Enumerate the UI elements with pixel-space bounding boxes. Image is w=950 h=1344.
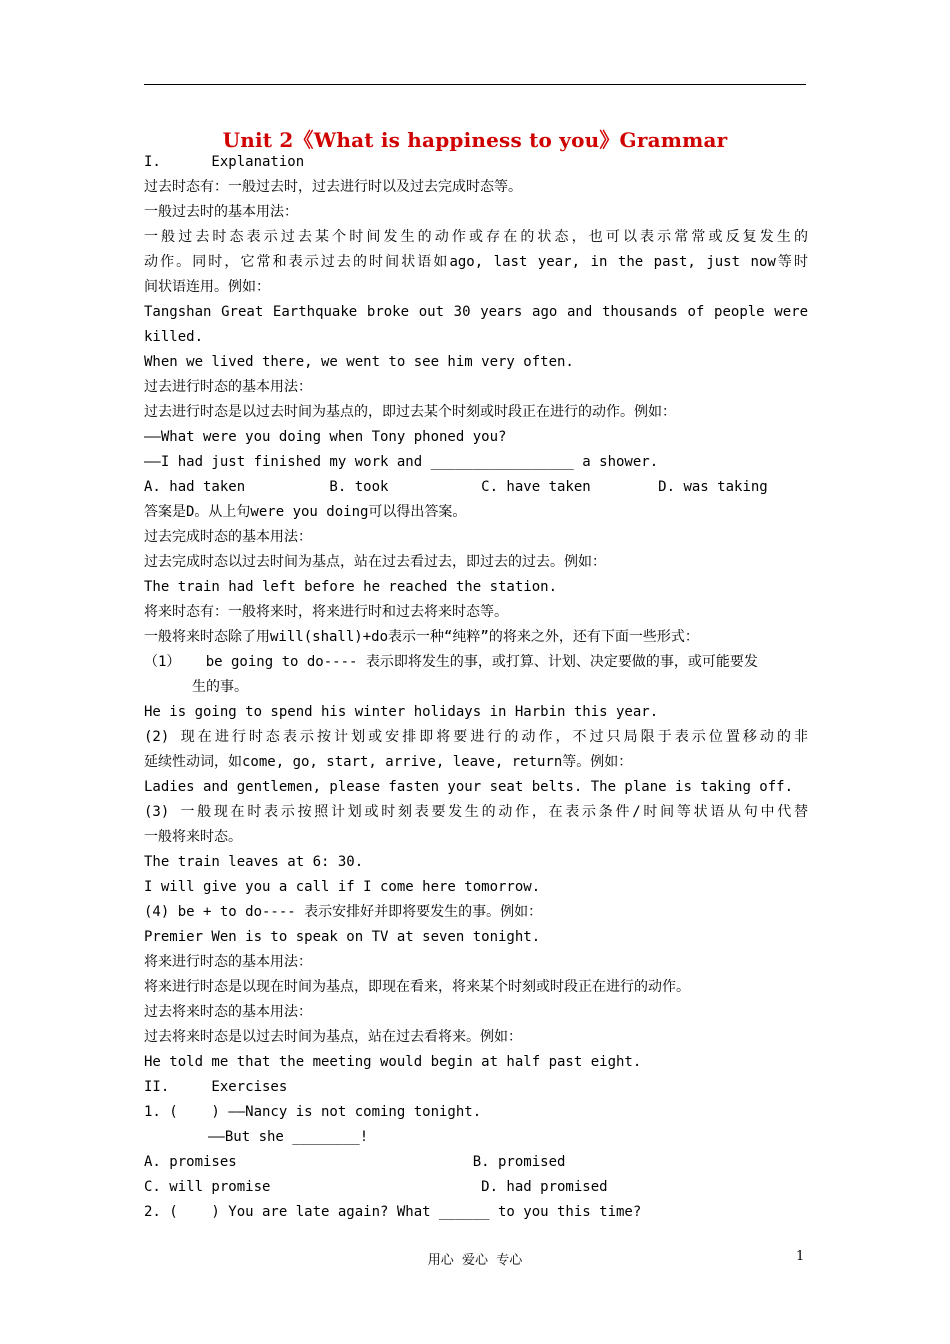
list-item-line: (3) 一般现在时表示按照计划或时刻表要发生的动作，在表示条件/时间等状语从句中代替 xyxy=(144,804,808,820)
example-line: Ladies and gentlemen, please fasten your seat belts. The plane is taking off. xyxy=(144,779,794,795)
page-number: 1 xyxy=(796,1249,805,1264)
section-heading-exercises: II. Exercises xyxy=(144,1079,288,1095)
subheading-line: 一般过去时的基本用法： xyxy=(144,204,298,220)
example-line: ——What were you doing when Tony phoned you? xyxy=(144,429,507,445)
exercise-options: C. will promise D. had promised xyxy=(144,1179,608,1195)
example-line: When we lived there, we went to see him very often. xyxy=(144,354,574,370)
paragraph-line: 一般将来时态除了用will(shall)+do表示一种“纯粹”的将来之外，还有下面一些形式： xyxy=(144,629,699,645)
example-line: Tangshan Great Earthquake broke out 30 years ago and thousands of people were xyxy=(144,304,808,320)
paragraph-line: 一般将来时态。 xyxy=(144,829,242,845)
example-line: The train had left before he reached the station. xyxy=(144,579,558,595)
document-title: Unit 2《What is happiness to you》Grammar xyxy=(222,128,728,152)
subheading-line: 过去将来时态的基本用法： xyxy=(144,1004,312,1020)
example-line: Premier Wen is to speak on TV at seven tonight. xyxy=(144,929,541,945)
paragraph-line: 答案是D。从上句were you doing可以得出答案。 xyxy=(144,504,467,520)
paragraph-line: 间状语连用。例如： xyxy=(144,279,270,295)
exercise-question: 2. ( ) You are late again? What ______ to you this time? xyxy=(144,1204,642,1220)
paragraph-line: 动作。同时，它常和表示过去的时间状语如ago, last year, in the past, just now等时 xyxy=(144,254,808,270)
subheading-line: 过去完成时态的基本用法： xyxy=(144,529,312,545)
list-item-line: (2) 现在进行时态表示按计划或安排即将要进行的动作，不过只局限于表示位置移动的非 xyxy=(144,729,808,745)
paragraph-line: 过去完成时态以过去时间为基点，站在过去看过去，即过去的过去。例如： xyxy=(144,554,606,570)
paragraph-line: 一般过去时态表示过去某个时间发生的动作或存在的状态，也可以表示常常或反复发生的 xyxy=(144,229,808,245)
list-item-line: （1） be going to do---- 表示即将发生的事，或打算、计划、决定要做的事，或可能要发 xyxy=(144,654,758,670)
paragraph-line: 过去将来时态是以过去时间为基点，站在过去看将来。例如： xyxy=(144,1029,522,1045)
paragraph-line: 延续性动词，如come, go, start, arrive, leave, return等。例如： xyxy=(144,754,633,770)
example-line: He is going to spend his winter holidays in Harbin this year. xyxy=(144,704,659,720)
example-line: killed. xyxy=(144,329,204,345)
example-line: He told me that the meeting would begin at half past eight. xyxy=(144,1054,642,1070)
footer-motto: 用心 爱心 专心 xyxy=(427,1253,523,1268)
answer-options: A. had taken B. took C. have taken D. was taking xyxy=(144,479,768,495)
paragraph-line: 过去进行时态是以过去时间为基点的，即过去某个时刻或时段正在进行的动作。例如： xyxy=(144,404,676,420)
example-line: ——I had just finished my work and _________________ a shower. xyxy=(144,454,659,470)
header-rule xyxy=(144,84,806,85)
paragraph-line: 将来时态有：一般将来时，将来进行时和过去将来时态等。 xyxy=(144,604,508,620)
subheading-line: 过去进行时态的基本用法： xyxy=(144,379,312,395)
list-item-continuation: 生的事。 xyxy=(192,679,248,695)
exercise-question-continuation: ——But she ________! xyxy=(208,1129,369,1145)
paragraph-line: 过去时态有：一般过去时，过去进行时以及过去完成时态等。 xyxy=(144,179,522,195)
section-heading-explanation: I. Explanation xyxy=(144,154,305,170)
list-item-line: (4) be + to do---- 表示安排好并即将要发生的事。例如： xyxy=(144,904,543,920)
example-line: I will give you a call if I come here tomorrow. xyxy=(144,879,541,895)
subheading-line: 将来进行时态的基本用法： xyxy=(144,954,312,970)
document-body xyxy=(144,150,808,1225)
paragraph-line: 将来进行时态是以现在时间为基点，即现在看来，将来某个时刻或时段正在进行的动作。 xyxy=(144,979,690,995)
exercise-options: A. promises B. promised xyxy=(144,1154,566,1170)
exercise-question: 1. ( ) ——Nancy is not coming tonight. xyxy=(144,1104,482,1120)
example-line: The train leaves at 6: 30. xyxy=(144,854,364,870)
